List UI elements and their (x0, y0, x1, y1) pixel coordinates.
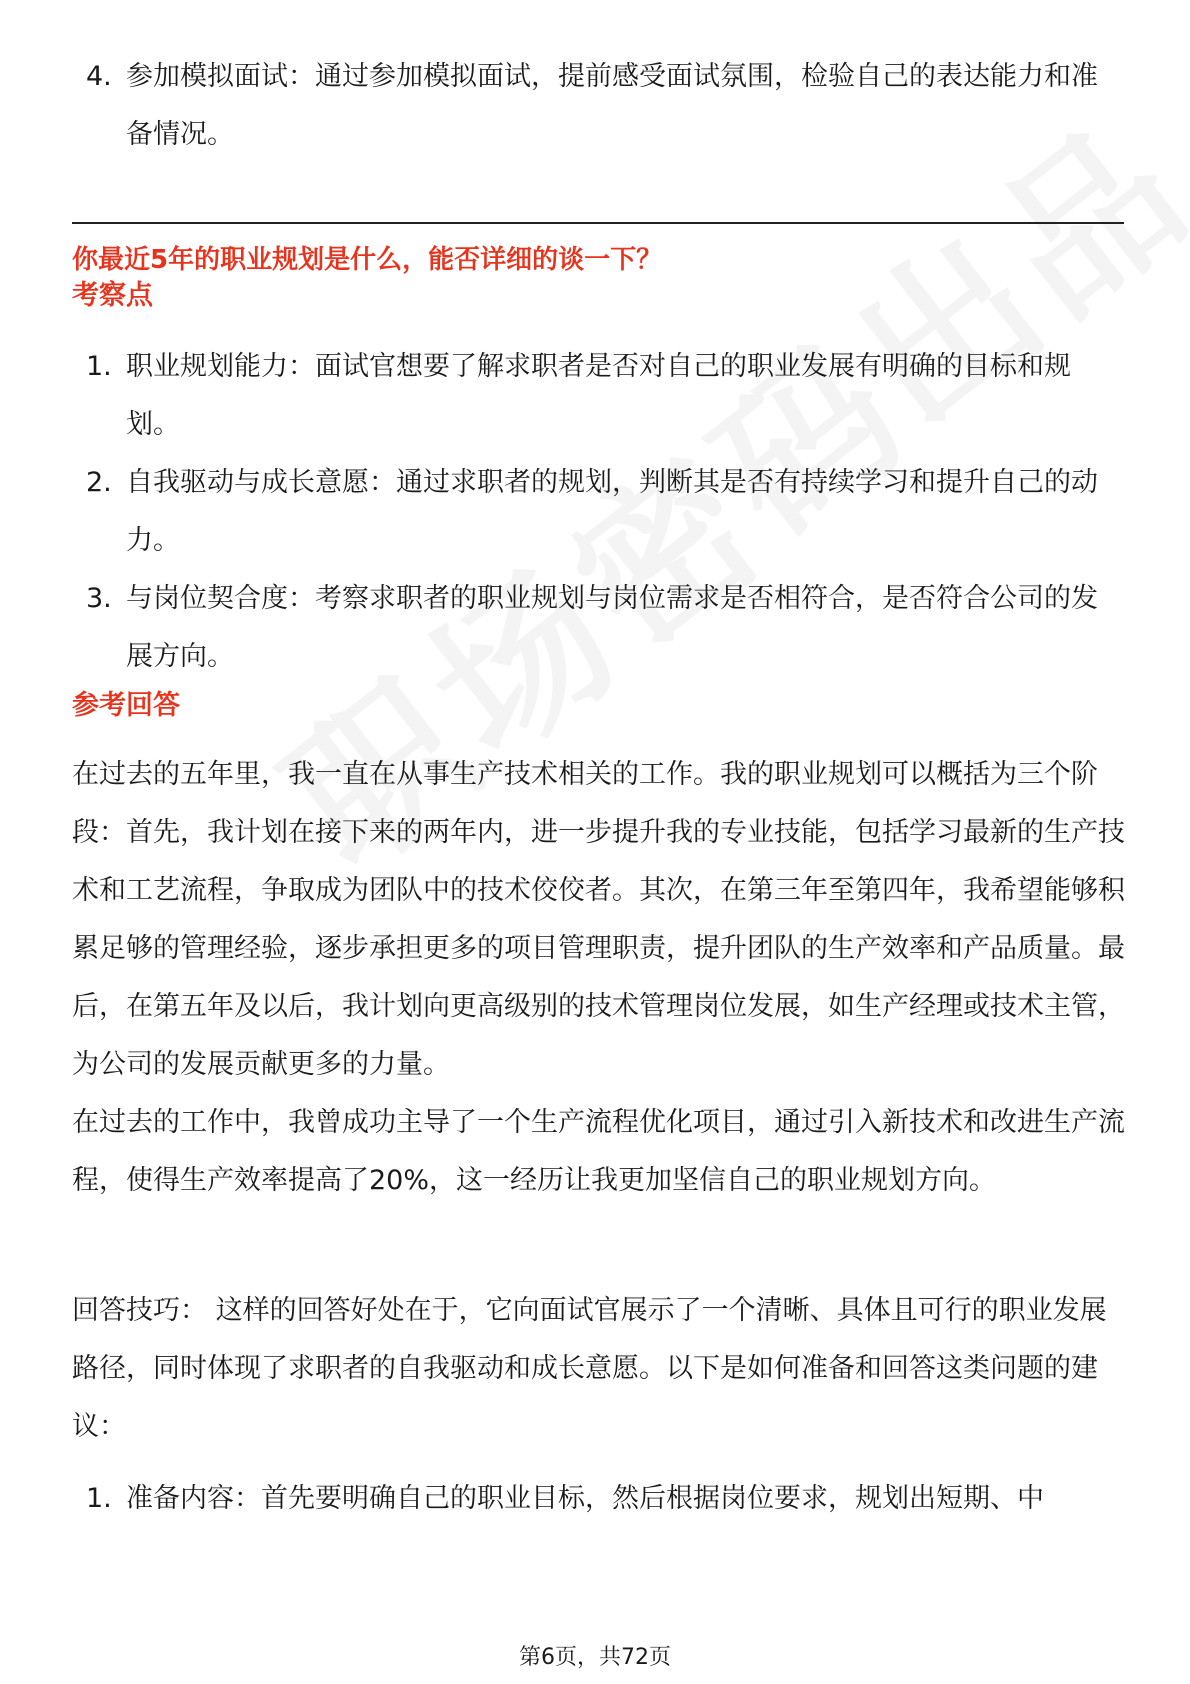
page-footer: 第6页，共72页 (519, 1645, 671, 1670)
reference-answer-label: 参考回答 (72, 690, 180, 721)
list-item (72, 570, 1122, 686)
answer-tips-paragraph: 回答技巧： 这样的回答好处在于，它向面试官展示了一个清晰、具体且可行的职业发展路径，同时体现了求职者的自我驱动和成长意愿。以下是如何准备和回答这类问题的建议： (72, 1295, 1107, 1442)
answer-paragraph: 在过去的工作中，我曾成功主导了一个生产流程优化项目，通过引入新技术和改进生产流程，使得生产效率提高了20%，这一经历让我更加坚信自己的职业规划方向。 (72, 1107, 1125, 1196)
list-text: 准备内容：首先要明确自己的职业目标，然后根据岗位要求，规划出短期、中 (126, 1483, 1044, 1514)
list-text: 职业规划能力：面试官想要了解求职者是否对自己的职业发展有明确的目标和规划。 (126, 351, 1071, 440)
answer-paragraph: 在过去的五年里，我一直在从事生产技术相关的工作。我的职业规划可以概括为三个阶段：首先，我计划在接下来的两年内，进一步提升我的专业技能，包括学习最新的生产技术和工艺流程，争取成为团队中的技术佼佼者。其次，在第三年至第四年，我希望能够积累足够的管理经验，逐步承担更多的项目管理职责，提升团队的生产效率和产品质量。最后，在第五年及以后，我计划向更高级别的技术管理岗位发展，如生产经理或技术主管，为公司的发展贡献更多的力量。 (72, 759, 1125, 1080)
section-divider (72, 222, 1124, 224)
list-item (72, 454, 1122, 570)
tips-list (72, 1470, 1122, 1528)
list-item (72, 48, 1122, 164)
question-title: 你最近5年的职业规划是什么，能否详细的谈一下？ (72, 245, 663, 275)
top-list (72, 48, 1122, 164)
list-text: 参加模拟面试：通过参加模拟面试，提前感受面试氛围，检验自己的表达能力和准备情况。 (126, 61, 1098, 150)
list-number: 4. (86, 61, 112, 92)
list-text: 与岗位契合度：考察求职者的职业规划与岗位需求是否相符合，是否符合公司的发展方向。 (126, 583, 1098, 672)
list-item (72, 1470, 1122, 1528)
list-number: 2. (86, 467, 112, 498)
list-text: 自我驱动与成长意愿：通过求职者的规划，判断其是否有持续学习和提升自己的动力。 (126, 467, 1098, 556)
list-item (72, 338, 1122, 454)
list-number: 1. (86, 1483, 112, 1514)
exam-points-label: 考察点 (72, 280, 153, 311)
list-number: 3. (86, 583, 112, 614)
exam-points-list (72, 338, 1122, 686)
list-number: 1. (86, 351, 112, 382)
